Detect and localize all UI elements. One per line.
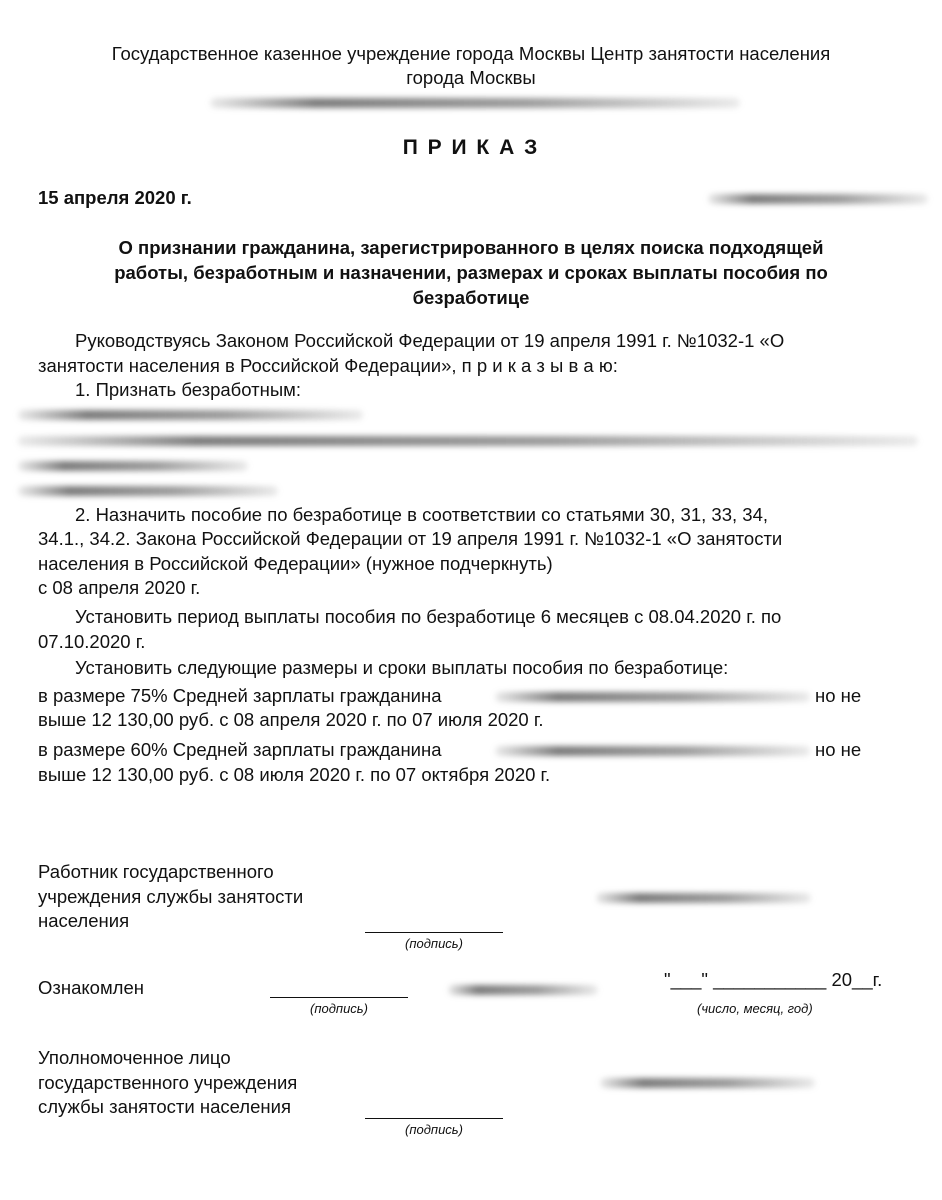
redacted-citizen-info2 xyxy=(18,461,248,471)
size2-line2: выше 12 130,00 руб. с 08 июля 2020 г. по 07 октября 2020 г. xyxy=(38,764,551,785)
item2-line3: населения в Российской Федерации» (нужное подчеркнуть) xyxy=(38,553,553,574)
acquainted-signature-line xyxy=(270,997,408,998)
auth-signature-caption: (подпись) xyxy=(405,1122,463,1137)
subject-line3: безработице xyxy=(412,287,530,308)
item1-text: 1. Признать безработным: xyxy=(75,379,301,400)
size2-text: в размере 60% Средней зарплаты гражданина xyxy=(38,739,442,760)
period-line2: 07.10.2020 г. xyxy=(38,631,146,652)
size1-suffix: но не xyxy=(815,685,862,706)
acquainted-label: Ознакомлен xyxy=(38,977,144,998)
org-name-line1: Государственное казенное учреждение города Москвы Центр занятости населения xyxy=(111,43,831,64)
item2-line2: 34.1., 34.2. Закона Российской Федерации от 19 апреля 1991 г. №1032-1 «О занятости xyxy=(38,528,783,549)
sizes-intro: Установить следующие размеры и сроки выплаты пособия по безработице: xyxy=(75,657,729,678)
worker-line3: населения xyxy=(38,910,130,931)
auth-signature-line xyxy=(365,1118,503,1119)
auth-line2: государственного учреждения xyxy=(38,1072,298,1093)
worker-line2: учреждения службы занятости xyxy=(38,886,304,907)
redacted-salary1 xyxy=(495,692,810,702)
auth-line3: службы занятости населения xyxy=(38,1096,291,1117)
size2-suffix: но не xyxy=(815,739,862,760)
redacted-order-number xyxy=(708,194,928,204)
acquainted-signature-caption: (подпись) xyxy=(310,1001,368,1016)
redacted-address xyxy=(210,98,740,108)
worker-signature-line xyxy=(365,932,503,933)
date-blank: "___" ___________ 20__г. xyxy=(664,969,883,990)
redacted-auth-name xyxy=(600,1078,815,1088)
worker-line1: Работник государственного xyxy=(38,861,274,882)
redacted-worker-name xyxy=(596,893,811,903)
item2-line1: 2. Назначить пособие по безработице в соответствии со статьями 30, 31, 33, 34, xyxy=(75,504,768,525)
subject-line1: О признании гражданина, зарегистрированного в целях поиска подходящей xyxy=(118,237,824,258)
doc-date: 15 апреля 2020 г. xyxy=(38,187,192,208)
item2-line4: с 08 апреля 2020 г. xyxy=(38,577,201,598)
org-name-line2: города Москвы xyxy=(406,67,536,88)
redacted-citizen-info xyxy=(18,436,918,446)
redacted-acquainted-name xyxy=(448,985,598,995)
intro-line2: занятости населения в Российской Федерации», п р и к а з ы в а ю: xyxy=(38,355,618,376)
worker-signature-caption: (подпись) xyxy=(405,936,463,951)
auth-line1: Уполномоченное лицо xyxy=(38,1047,231,1068)
subject-line2: работы, безработным и назначении, размерах и сроках выплаты пособия по xyxy=(114,262,828,283)
doc-title: П Р И К А З xyxy=(402,136,540,159)
period-line1: Установить период выплаты пособия по безработице 6 месяцев с 08.04.2020 г. по xyxy=(75,606,782,627)
size1-line2: выше 12 130,00 руб. с 08 апреля 2020 г. по 07 июля 2020 г. xyxy=(38,709,544,730)
redacted-salary2 xyxy=(495,746,810,756)
redacted-citizen-info3 xyxy=(18,486,278,496)
intro-line1: Руководствуясь Законом Российской Федерации от 19 апреля 1991 г. №1032-1 «О xyxy=(75,330,785,351)
redacted-citizen-name xyxy=(18,410,363,420)
size1-text: в размере 75% Средней зарплаты гражданина xyxy=(38,685,442,706)
date-caption: (число, месяц, год) xyxy=(697,1001,813,1016)
